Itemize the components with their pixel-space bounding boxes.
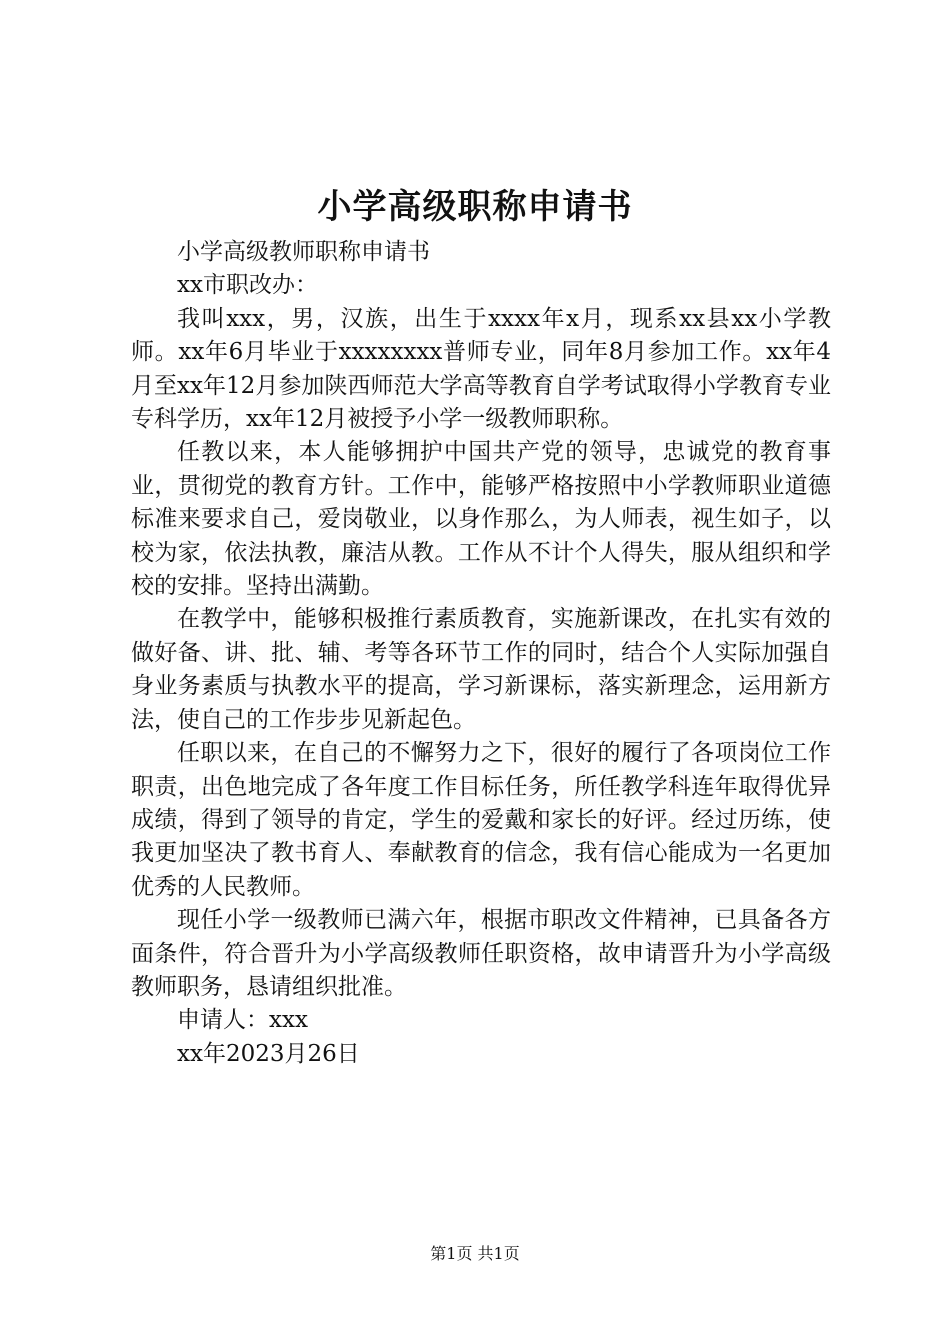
paragraph-request: 现任小学一级教师已满六年，根据市职改文件精神，已具备各方面条件，符合晋升为小学高级教师任职资格，故申请晋升为小学高级教师职务，恳请组织批准。 <box>131 907 831 1000</box>
document-subtitle: 小学高级教师职称申请书 <box>177 239 430 265</box>
paragraph-conduct: 任教以来，本人能够拥护中国共产党的领导，忠诚党的教育事业，贯彻党的教育方针。工作中，能够严格按照中小学教师职业道德标准来要求自己，爱岗敬业，以身作那么，为人师表，视生如子，以校为家，依法执教，廉洁从教。工作从不计个人得失，服从组织和学校的安排。坚持出满勤。 <box>131 439 831 600</box>
applicant-signature: 申请人：xxx <box>177 1007 308 1034</box>
paragraph-achievements: 任职以来，在自己的不懈努力之下，很好的履行了各项岗位工作职责，出色地完成了各年度工作目标任务，所任教学科连年取得优异成绩，得到了领导的肯定，学生的爱戴和家长的好评。经过历练，使我更加坚决了教书育人、奉献教育的信念，我有信心能成为一名更加优秀的人民教师。 <box>131 740 831 900</box>
page-number-footer: 第1页 共1页 <box>430 1244 520 1263</box>
document-body <box>131 236 831 1071</box>
document-title: 小学高级职称申请书 <box>317 187 633 227</box>
document-date: xx年2023月26日 <box>177 1040 360 1067</box>
addressee-line: xx市职改办： <box>177 272 318 299</box>
paragraph-background: 我叫xxx，男，汉族，出生于xxxx年x月，现系xx县xx小学教师。xx年6月毕业于xxxxxxxx普师专业，同年8月参加工作。xx年4月至xx年12月参加陕西师范大学高等教育自学考试取得小学教育专业专科学历，xx年12月被授予小学一级教师职称。 <box>131 305 831 433</box>
paragraph-teaching: 在教学中，能够积极推行素质教育，实施新课改，在扎实有效的做好备、讲、批、辅、考等各环节工作的同时，结合个人实际加强自身业务素质与执教水平的提高，学习新课标，落实新理念，运用新方法，使自己的工作步步见新起色。 <box>131 606 831 733</box>
